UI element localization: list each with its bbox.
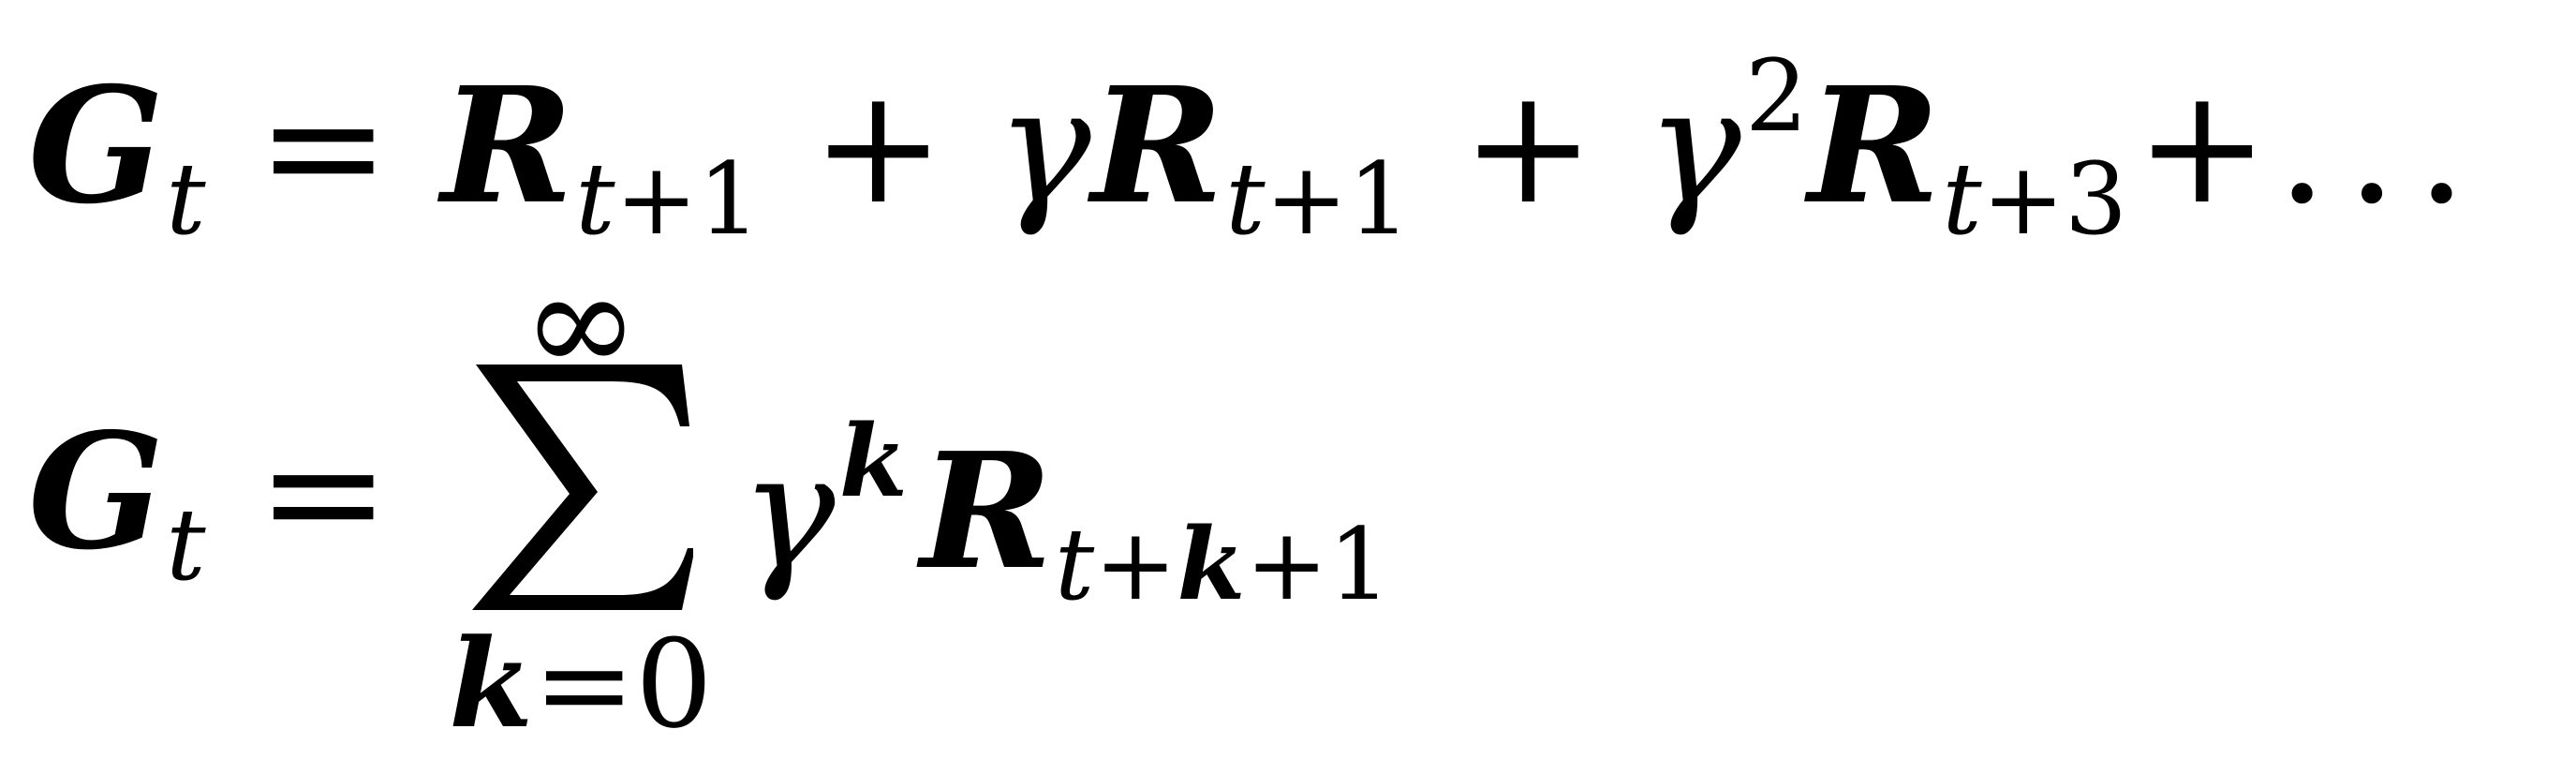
- gamma-symbol-1: γ: [996, 53, 1091, 240]
- summation-upper-limit: ∞: [522, 242, 640, 405]
- equation-return-sum-summand: [740, 403, 1391, 622]
- reward-term-2-subscript: [1225, 141, 1411, 257]
- gamma-exponent-k: [839, 404, 908, 519]
- reward-term-sum-subscript-t: t: [1054, 506, 1095, 622]
- summation: [440, 242, 721, 759]
- equation-return-sum-lhs: [28, 398, 441, 603]
- reward-term-3-subscript-var: t: [1942, 141, 1982, 257]
- reward-term-sum-subscript: [1055, 507, 1391, 622]
- reward-term-sum-subscript-plus: +: [1094, 506, 1177, 622]
- reward-term-sum-subscript-k: k: [1177, 505, 1246, 622]
- return-symbol-2: G: [28, 398, 165, 586]
- reward-term-3-subscript-rest: +3: [1981, 141, 2128, 257]
- gamma-symbol-2: γ: [1646, 53, 1741, 240]
- reward-term-2-subscript-rest: +1: [1265, 141, 1411, 257]
- return-subscript-var: t: [166, 141, 206, 257]
- return-subscript: [166, 141, 205, 257]
- reward-term-2-subscript-var: t: [1225, 141, 1266, 257]
- equation-return-expanded: [28, 38, 2486, 257]
- summation-lower-rest: =0: [533, 613, 713, 755]
- return-subscript-var-2: t: [166, 486, 206, 603]
- plus-sign-2: +: [1461, 53, 1595, 240]
- reward-term-2: R: [1090, 52, 1224, 240]
- plus-sign-1: +: [811, 53, 945, 240]
- reward-term-sum-subscript-rest: +1: [1245, 506, 1391, 622]
- return-subscript-2: [166, 487, 205, 603]
- summation-lower-limit: [440, 612, 721, 755]
- summation-index: k: [449, 612, 534, 755]
- gamma-exponent-k-var: k: [838, 403, 908, 519]
- gamma-symbol-3: γ: [740, 419, 836, 605]
- reward-term-1-subscript-rest: +1: [614, 141, 761, 257]
- sigma-icon: [468, 361, 693, 614]
- plus-sign-3: +: [2135, 53, 2270, 240]
- reward-term-sum: R: [920, 417, 1053, 605]
- return-symbol: G: [28, 52, 165, 240]
- reward-term-1: R: [440, 52, 574, 240]
- reward-term-3-subscript: [1942, 141, 2127, 257]
- reward-term-3: R: [1808, 52, 1941, 240]
- gamma-exponent-2: 2: [1744, 38, 1809, 154]
- ellipsis: ...: [2276, 53, 2486, 240]
- reward-term-1-subscript-var: t: [575, 141, 615, 257]
- equals-sign: =: [257, 53, 391, 240]
- reward-term-1-subscript: [575, 141, 761, 257]
- equals-sign-2: =: [257, 400, 391, 586]
